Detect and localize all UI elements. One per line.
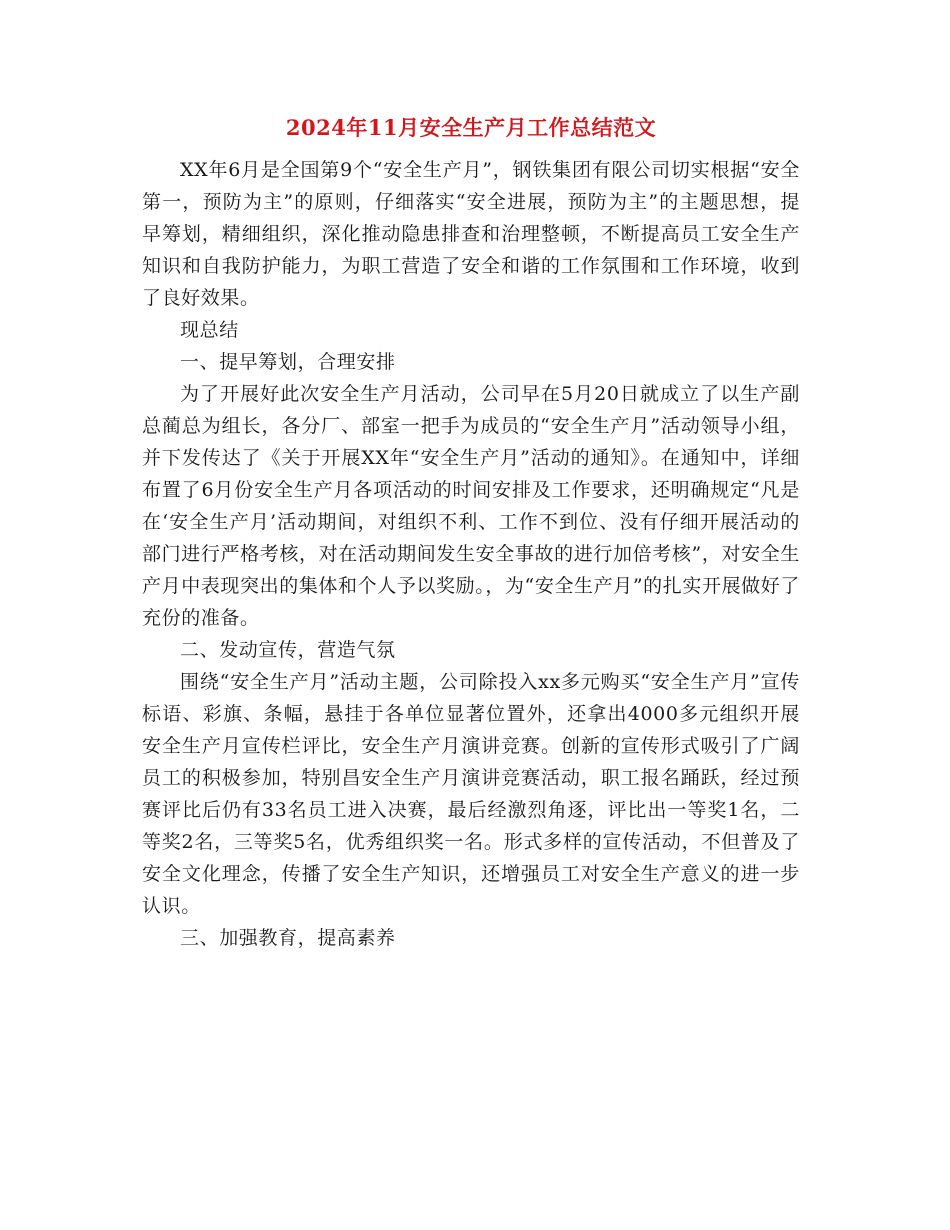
- section-heading-2: 二、发动宣传，营造气氛: [180, 639, 396, 661]
- document-title: 2024年11月安全生产月工作总结范文: [285, 115, 657, 140]
- section-paragraph-2: 围绕“安全生产月”活动主题，公司除投入xx多元购买“安全生产月”宣传标语、彩旗、条幅，悬挂于各单位显著位置外，还拿出4000多元组织开展安全生产月宣传栏评比，安全生产月演讲竞赛。创新的宣传形式吸引了广阔员工的积极参加，特别昌安全生产月演讲竞赛活动，职工报名踊跃，经过预赛评比后仍有33名员工进入决赛，最后经激烈角逐，评比出一等奖1名，二等奖2名，三等奖5名，优秀组织奖一名。形式多样的宣传活动，不但普及了安全文化理念，传播了安全生产知识，还增强员工对安全生产意义的进一步认识。: [142, 671, 800, 917]
- summary-label: 现总结: [180, 319, 239, 341]
- section-heading-3: 三、加强教育，提高素养: [180, 927, 396, 949]
- intro-paragraph: XX年6月是全国第9个“安全生产月”，钢铁集团有限公司切实根据“安全第一，预防为主”的原则，仔细落实“安全进展，预防为主”的主题思想，提早筹划，精细组织，深化推动隐患排查和治理整顿，不断提高员工安全生产知识和自我防护能力，为职工营造了安全和谐的工作氛围和工作环境，收到了良好效果。: [142, 159, 800, 309]
- section-heading-1: 一、提早筹划，合理安排: [180, 351, 396, 373]
- document-body: [142, 154, 800, 954]
- section-paragraph-1: 为了开展好此次安全生产月活动，公司早在5月20日就成立了以生产副总蔺总为组长，各分厂、部室一把手为成员的“安全生产月”活动领导小组，并下发传达了《关于开展XX年“安全生产月”活动的通知》。在通知中，详细布置了6月份安全生产月各项活动的时间安排及工作要求，还明确规定“凡是在‘安全生产月’活动期间，对组织不利、工作不到位、没有仔细开展活动的部门进行严格考核，对在活动期间发生安全事故的进行加倍考核”，对安全生产月中表现突出的集体和个人予以奖励。，为“安全生产月”的扎实开展做好了充份的准备。: [142, 383, 800, 629]
